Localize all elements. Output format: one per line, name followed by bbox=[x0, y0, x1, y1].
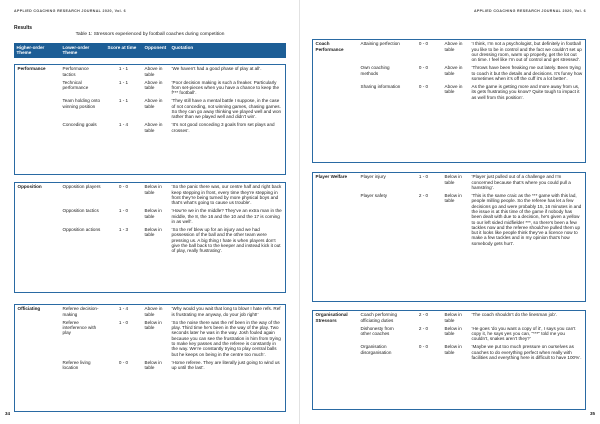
quotation: ‘We haven’t had a good phase of play at all’. bbox=[171, 66, 262, 72]
lower-theme: Technical performance bbox=[62, 79, 89, 91]
lower-theme: Performance tactics bbox=[62, 66, 89, 77]
table-row bbox=[15, 121, 285, 134]
col-opponent: Opponent bbox=[142, 43, 169, 58]
quotation: ‘So the ref blew up for an injury and we had possession of the ball and the other team were pressing us. A big thing I hate is when players don’t give the ball back to the keeper and instead kick it out of play, really frustrating’. bbox=[171, 227, 281, 254]
journal-header-left: APPLIED COACHING RESEARCH JOURNAL 2020, Vol. 6 bbox=[14, 9, 127, 13]
theme-label: Opposition bbox=[17, 184, 42, 190]
lower-theme: Opposition tactics bbox=[62, 208, 99, 214]
table-row bbox=[313, 173, 585, 192]
col-quotation: Quotation bbox=[169, 43, 286, 58]
col-lower-order: Lower-order Theme bbox=[60, 43, 105, 58]
page-number-right: 35 bbox=[589, 411, 595, 416]
score: 0 - 0 bbox=[418, 65, 429, 71]
quotation: As the game is getting more and more away from us, its gets frustrating you know? Quite tough to impact it as well from this position’. bbox=[471, 84, 580, 100]
score: 0 - 0 bbox=[418, 41, 429, 47]
opponent: Above in table bbox=[144, 98, 163, 109]
col-score: Score at time bbox=[105, 43, 142, 58]
opponent: Below in table bbox=[144, 184, 162, 195]
opponent: Below in table bbox=[144, 227, 162, 238]
score: 2 - 0 bbox=[418, 325, 429, 331]
lower-theme: Referee interference with play bbox=[62, 319, 97, 336]
table-row bbox=[313, 343, 585, 362]
quotation: ‘Throws have been freaking me out lately. Been trying to coach it but the details and decisions. It’s funny how sometimes when it’s off the cuff it’s a lot better’. bbox=[471, 65, 583, 81]
table-row bbox=[313, 192, 585, 248]
quotation: ‘How’re we in the middle? They’ve an extra man in the middle, the 8, the 16 and the 10 and the 17 is coming in as well’. bbox=[171, 208, 282, 224]
opponent: Below in table bbox=[444, 174, 462, 185]
quotation: ‘Home referee. They are literally just going to wind us up until the last’. bbox=[171, 359, 280, 370]
quotation: ‘I think, I’m not a psychologist, but definitely in football you like to be in control and the fact we couldn’t set up our dressing room, warm up properly, get the lot out on time. I feel like I’m out of control and get stressed’. bbox=[471, 41, 582, 63]
quotation: ‘This is the same craic as the *** game with this lad, people milling people. So the referee has let a few decisions go and were probably 15, 16 minutes in and the issue is at this time of the game if nobody has been dealt with due to a decision, he’s given a yellow to our left sided midfielder ***, so there’s been a few tackles now and the referee should’ve pulled them up but it looks like people think they’ve a licence now to make a few tackles and in my opinion that’s how somebody gets hurt’. bbox=[471, 193, 582, 246]
score: 1 - 1 bbox=[118, 66, 129, 72]
score: 0 - 0 bbox=[118, 359, 129, 365]
lower-theme: Dishonesty from other coaches bbox=[360, 325, 394, 337]
quotation: ‘Player just pulled out of a challenge and I’m concerned because that’s where you could pull a hamstring’. bbox=[471, 174, 571, 190]
opponent: Above in table bbox=[444, 41, 463, 52]
lower-theme: Own coaching methods bbox=[360, 65, 390, 76]
section-performance bbox=[14, 64, 286, 175]
col-higher-order: Higher-order Theme bbox=[14, 43, 60, 58]
quotation: ‘So the noise there was the ref been in the way of the play. Third time he’s been in the way of the play. Two seconds later he was in the way. Josh fouled again because you can see the frustration in him from trying to make key passes and the referee is constantly in the way. We’re constantly trying to play central balls but he keeps on being in the centre too much’. bbox=[171, 319, 281, 357]
lower-theme: Sharing information bbox=[360, 84, 401, 90]
theme-label: Coach Performance bbox=[315, 41, 344, 52]
table-row bbox=[15, 207, 285, 226]
lower-theme: Organisation disorganisation bbox=[360, 344, 392, 355]
table-row bbox=[313, 83, 585, 102]
theme-label: Organisational Stressors bbox=[315, 312, 348, 323]
opponent: Above in table bbox=[144, 66, 163, 77]
table-header bbox=[14, 43, 286, 58]
score: 1 - 4 bbox=[118, 122, 129, 128]
lower-theme: Conceding goals bbox=[62, 122, 97, 128]
table-row bbox=[313, 64, 585, 83]
section-organisational-stressors bbox=[312, 310, 586, 410]
quotation: ‘The coach shouldn’t do the linesman job’. bbox=[471, 312, 558, 318]
score: 1 - 1 bbox=[118, 98, 129, 104]
table-row bbox=[15, 305, 285, 318]
table-row bbox=[313, 40, 585, 64]
score: 1 - 1 bbox=[118, 79, 129, 85]
score: 1 - 4 bbox=[118, 306, 129, 312]
journal-header-right: APPLIED COACHING RESEARCH JOURNAL 2020, Vol. 6 bbox=[473, 9, 586, 13]
table-row bbox=[15, 358, 285, 371]
score: 0 - 0 bbox=[418, 344, 429, 350]
table-row bbox=[15, 226, 285, 255]
right-page bbox=[300, 0, 600, 424]
table-row bbox=[15, 183, 285, 207]
lower-theme: Player safety bbox=[360, 193, 388, 199]
quotation: ‘It’s not good conceding 3 goals from set plays and crosses’. bbox=[171, 122, 275, 133]
section-player-welfare bbox=[312, 172, 586, 302]
page-number-left: 34 bbox=[5, 411, 11, 416]
opponent: Below in table bbox=[144, 359, 162, 370]
score: 2 - 0 bbox=[418, 312, 429, 318]
section-officiating bbox=[14, 304, 286, 412]
score: 1 - 0 bbox=[118, 319, 129, 325]
opponent: Below in table bbox=[444, 344, 462, 355]
opponent: Above in table bbox=[444, 65, 463, 76]
quotation: ‘They still have a mental battle I suppose, in the case of not conceding, not winning games, chasing games. So they can go away thinking we played well and won rather than we played well and didn’t win’. bbox=[171, 98, 282, 120]
score: 1 - 0 bbox=[118, 208, 129, 214]
score: 0 - 0 bbox=[418, 84, 429, 90]
opponent: Below in table bbox=[144, 319, 162, 331]
opponent: Below in table bbox=[444, 325, 462, 337]
opponent: Above in table bbox=[444, 84, 463, 95]
quotation: ‘So the panic there was, our centre half and right back keep stepping in front, every time they’re stepping in front they’re being turned by more physical boys and that’s what’s going to cause us trouble’. bbox=[171, 184, 282, 206]
table-row bbox=[15, 97, 285, 121]
quotation: ‘Poor decision making is such a freaker. Particularly from set-pieces when you have a chance to keep the f*** football’. bbox=[171, 79, 280, 96]
results-heading: Results bbox=[14, 25, 33, 31]
table-row bbox=[15, 318, 285, 358]
score: 0 - 0 bbox=[118, 184, 129, 190]
lower-theme: Opposition actions bbox=[62, 227, 101, 233]
opponent: Above in table bbox=[144, 122, 163, 133]
table-row bbox=[313, 324, 585, 343]
lower-theme: Attaining perfection bbox=[360, 41, 400, 47]
score: 1 - 3 bbox=[118, 227, 129, 233]
opponent: Below in table bbox=[444, 312, 462, 323]
lower-theme: Coach performing officiating duties bbox=[360, 312, 398, 323]
quotation: ‘Maybe we put too much pressure on ourselves as coaches to do everything perfect when really with facilities and everything here is difficult to have 100%’. bbox=[471, 344, 582, 361]
theme-label: Performance bbox=[17, 66, 46, 72]
lower-theme: Player injury bbox=[360, 174, 386, 180]
lower-theme: Team holding onto winning position bbox=[62, 98, 101, 109]
opponent: Below in table bbox=[444, 193, 462, 204]
score: 1 - 0 bbox=[418, 174, 429, 180]
score: 2 - 0 bbox=[418, 193, 429, 199]
table-row bbox=[15, 78, 285, 97]
quotation: ‘He goes ‘do you want a copy of it’, I says you can’t copy it, he says yes you can, “***” told me you couldn’t, snakes aren’t they?’ bbox=[471, 325, 576, 342]
table-row bbox=[15, 65, 285, 78]
theme-label: Player Welfare bbox=[315, 174, 348, 180]
section-opposition bbox=[14, 182, 286, 293]
opponent: Above in table bbox=[144, 306, 163, 317]
table-row bbox=[313, 311, 585, 324]
quotation: ‘Why would you wait that long to blow! I hate refs. Ref is frustrating me anyway, do your job right!’ bbox=[171, 306, 281, 317]
opponent: Above in table bbox=[144, 79, 163, 91]
lower-theme: Referee decision-making bbox=[62, 306, 99, 317]
section-coach-performance bbox=[312, 39, 586, 163]
theme-label: Officiating bbox=[17, 306, 41, 312]
lower-theme: Referee living location bbox=[62, 359, 91, 370]
lower-theme: Opposition players bbox=[62, 184, 101, 190]
table-title: Table 1: Stressors experienced by football coaches during competition bbox=[75, 32, 225, 37]
opponent: Below in table bbox=[144, 208, 162, 219]
